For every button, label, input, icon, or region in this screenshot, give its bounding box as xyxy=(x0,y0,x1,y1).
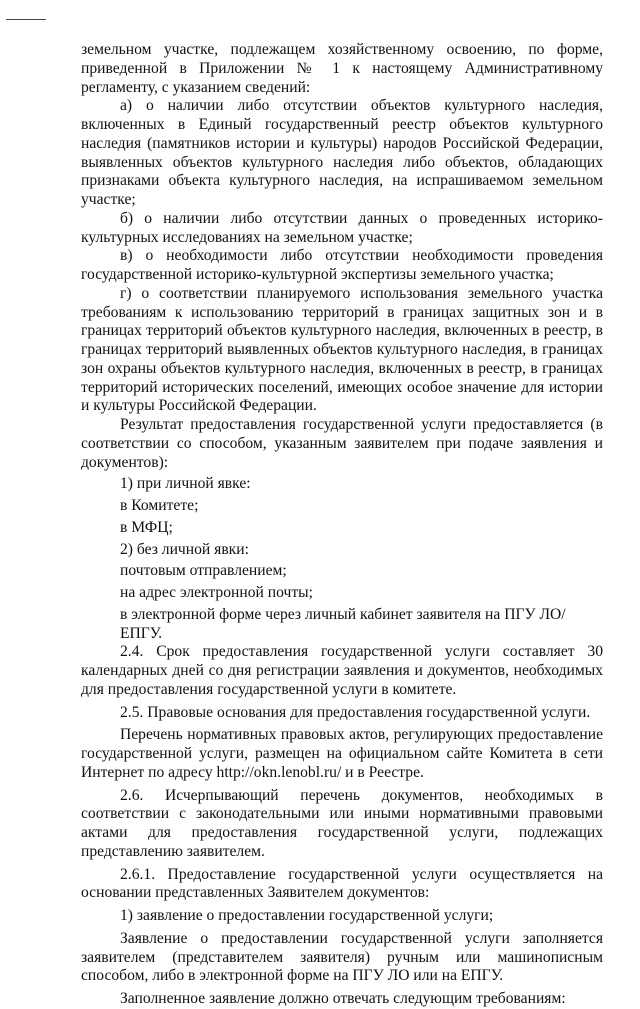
list-item-postal: почтовым отправлением; xyxy=(120,562,287,580)
paragraph-2-6-documents: 2.6. Исчерпывающий перечень документов, необходимых в соответствии с законодательными или иными нормативными правовыми актами для предоставления государственной услуги, подлежащих представлению заявителем. xyxy=(81,786,603,860)
paragraph-item-a: а) о наличии либо отсутствии объектов культурного наследия, включенных в Единый государственный реестр объектов культурного наследия (памятников истории и культуры) народов Российской Федерации, выявленных объектов культурного наследия либо объектов, обладающих признаками объекта культурного наследия, на испрашиваемом земельном участке; xyxy=(81,97,603,208)
paragraph-2-4-term: 2.4. Срок предоставления государственной услуги составляет 30 календарных дней со дня регистрации заявления и документов, необходимых для предоставления государственной услуги в комитете. xyxy=(81,643,603,698)
document-body xyxy=(81,41,603,1009)
list-item-no-visit: 2) без личной явки: xyxy=(120,540,249,558)
paragraph-item-g: г) о соответствии планируемого использования земельного участка требованиям к использованию территорий в границах защитных зон и в границах территорий объектов культурного наследия, включенных в реестр, в границах территорий выявленных объектов культурного наследия, в границах зон охраны объектов культурного наследия, включенных в реестр, в границах территорий исторических поселений, имеющих особое значение для истории и культуры Российской Федерации. xyxy=(81,284,603,415)
list-item-mfc: в МФЦ; xyxy=(120,518,173,536)
paragraph-object-info: земельном участке, подлежащем хозяйственному освоению, по форме, приведенной в Приложении № 1 к настоящему Административному регламенту, с указанием сведений: xyxy=(81,41,603,96)
corner-rule xyxy=(6,19,46,20)
paragraph-2-6-1-basis: 2.6.1. Предоставление государственной услуги осуществляется на основании представленных Заявителем документов: xyxy=(81,865,603,902)
paragraph-item-v: в) о необходимости либо отсутствии необходимости проведения государственной историко-культурной экспертизы земельного участка; xyxy=(81,247,603,283)
paragraph-result-delivery: Результат предоставления государственной услуги предоставляется (в соответствии со способом, указанным заявителем при подаче заявления и документов): xyxy=(81,416,603,471)
paragraph-application: 1) заявление о предоставлении государственной услуги; xyxy=(120,907,494,924)
list-item-electronic: в электронной форме через личный кабинет заявителя на ПГУ ЛО/ ЕПГУ. xyxy=(120,605,566,642)
paragraph-requirements: Заполненное заявление должно отвечать следующим требованиям: xyxy=(120,990,566,1007)
list-item-personal-visit: 1) при личной явке: xyxy=(120,475,251,493)
paragraph-item-b: б) о наличии либо отсутствии данных о проведенных историко-культурных исследованиях на земельном участке; xyxy=(81,209,603,246)
list-item-email: на адрес электронной почты; xyxy=(120,584,313,601)
paragraph-application-form: Заявление о предоставлении государственной услуги заполняется заявителем (представителем заявителя) ручным или машинописным способом, либо в электронной форме на ПГУ ЛО или на ЕПГУ. xyxy=(81,929,603,985)
paragraph-2-5-legal-basis: 2.5. Правовые основания для предоставления государственной услуги. xyxy=(120,703,591,721)
paragraph-legal-acts-list: Перечень нормативных правовых актов, регулирующих предоставление государственной услуги, размещен на официальном сайте Комитета в сети Интернет по адресу http://okn.lenobl.ru/ и в Реестре. xyxy=(81,726,603,781)
list-item-committee: в Комитете; xyxy=(120,497,199,514)
